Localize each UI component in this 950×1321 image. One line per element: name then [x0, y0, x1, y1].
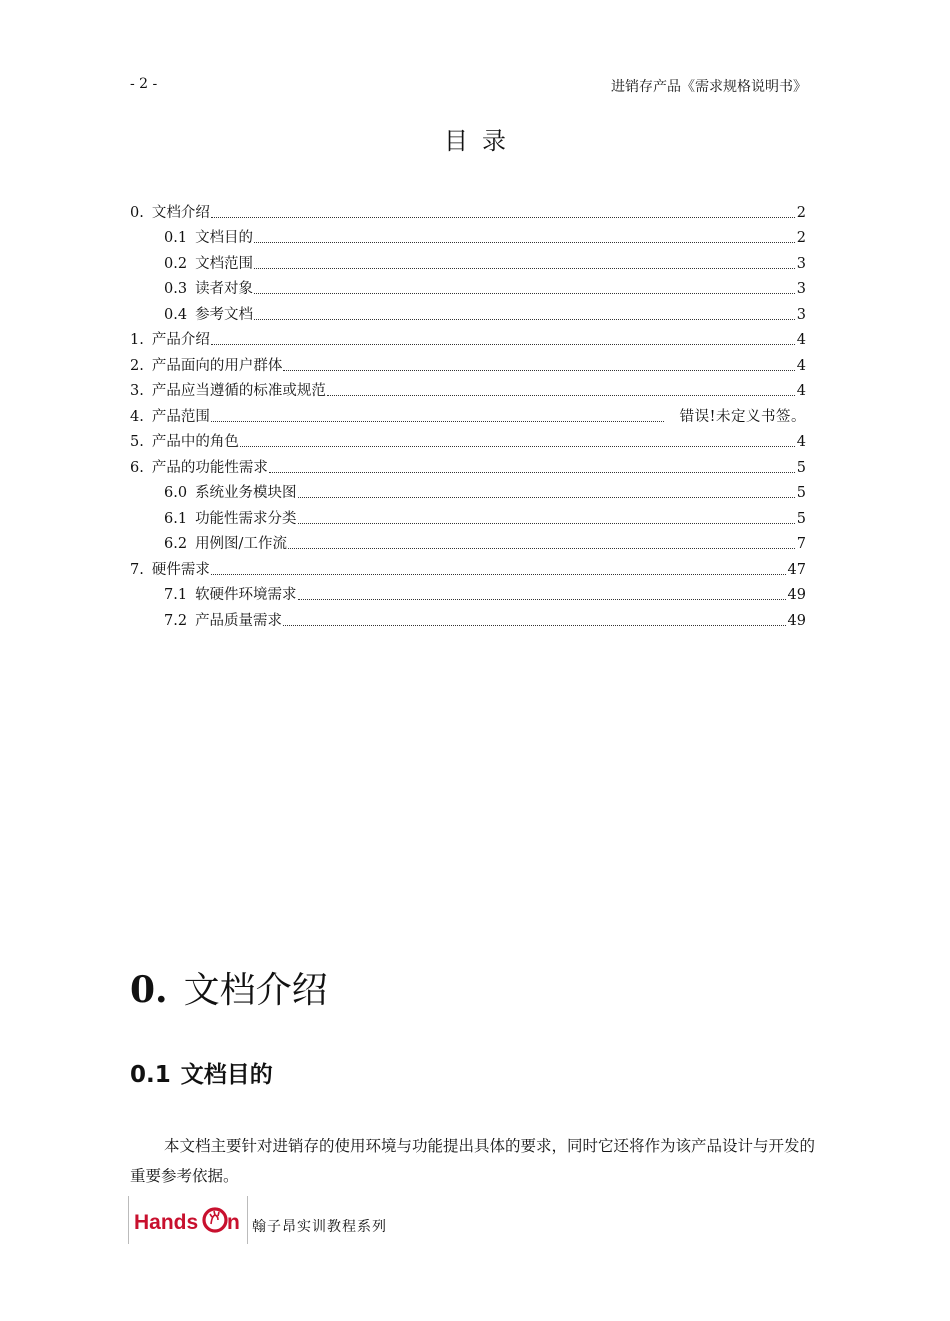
toc-entry-page: 3	[796, 281, 806, 297]
toc-entry-number: 6.1	[164, 510, 188, 527]
toc-entry[interactable]	[130, 248, 806, 274]
toc-leader-dots	[327, 394, 795, 396]
toc-entry-title: 用例图/工作流	[195, 536, 287, 552]
toc-entry[interactable]	[130, 452, 806, 478]
toc-entry[interactable]	[130, 529, 806, 555]
toc-entry-title: 软硬件环境需求	[195, 587, 297, 603]
toc-leader-dots	[269, 471, 795, 473]
toc-entry[interactable]	[130, 427, 806, 453]
handson-logo-image	[132, 1202, 246, 1238]
toc-entry-title: 系统业务模块图	[195, 485, 297, 501]
toc-entry-number: 6.	[130, 459, 144, 476]
body-paragraph: 本文档主要针对进销存的使用环境与功能提出具体的要求，同时它还将作为该产品设计与开发的重要参考依据。	[130, 1137, 816, 1185]
toc-leader-dots	[283, 624, 785, 626]
toc-entry[interactable]	[130, 503, 806, 529]
toc-entry-number: 0.4	[164, 306, 188, 323]
toc-leader-dots	[254, 292, 795, 294]
subsection-number: 0.1	[130, 1062, 171, 1088]
toc-entry[interactable]	[130, 605, 806, 631]
toc-entry-page: 3	[796, 255, 806, 272]
section-title: 文档介绍	[183, 970, 328, 1011]
toc-leader-dots	[298, 598, 786, 600]
toc-leader-dots	[240, 445, 795, 447]
toc-entry-title: 产品范围	[151, 408, 210, 425]
toc-entry-number: 6.2	[164, 536, 188, 552]
subsection-heading	[130, 1059, 273, 1091]
logo-hands-text: Hands	[134, 1211, 199, 1234]
toc-entry-number: 0.1	[164, 230, 188, 246]
toc-entry-page: 49	[787, 612, 806, 629]
toc-leader-dots	[211, 420, 664, 422]
section-heading	[130, 966, 328, 1015]
toc-leader-dots	[288, 547, 795, 549]
toc-entry-number: 7.	[130, 561, 144, 578]
toc-entry-title: 产品的功能性需求	[151, 459, 268, 476]
toc-entry[interactable]	[130, 478, 806, 504]
toc-entry-number: 3.	[130, 383, 144, 399]
toc-entry-title: 文档目的	[195, 230, 254, 246]
toc-entry[interactable]	[130, 325, 806, 351]
toc-entry-number: 2.	[130, 357, 144, 374]
hand-icon	[210, 1211, 219, 1224]
toc-leader-dots	[211, 216, 795, 218]
toc-entry-number: 6.0	[164, 485, 188, 501]
toc-entry-page: 4	[796, 383, 806, 399]
toc-entry[interactable]	[130, 554, 806, 580]
toc-entry-number: 0.	[130, 204, 144, 221]
toc-leader-dots	[283, 369, 794, 371]
toc-leader-dots	[211, 573, 786, 575]
page-footer	[128, 1196, 387, 1244]
running-header-title: 进销存产品《需求规格说明书》	[611, 79, 807, 95]
toc-entry-title: 产品介绍	[151, 332, 210, 348]
handson-logo	[128, 1196, 248, 1244]
toc-entry-number: 1.	[130, 332, 144, 348]
toc-entry[interactable]	[130, 223, 806, 249]
toc-entry-title: 产品面向的用户群体	[151, 357, 283, 374]
toc-entry-number: 4.	[130, 408, 144, 425]
toc-entry-title: 文档范围	[195, 255, 254, 272]
toc-leader-dots	[254, 267, 795, 269]
toc-entry-page: 4	[796, 434, 806, 450]
toc-entry-page: 7	[796, 536, 806, 552]
toc-entry-number: 7.2	[164, 612, 188, 629]
toc-entry-title: 功能性需求分类	[195, 510, 297, 527]
subsection-title: 文档目的	[180, 1062, 273, 1088]
toc-entry[interactable]	[130, 401, 806, 427]
toc-entry-number: 5.	[130, 434, 144, 450]
toc-entry-page: 5	[796, 485, 806, 501]
toc-entry-number: 0.2	[164, 255, 188, 272]
toc-entry[interactable]	[130, 299, 806, 325]
toc-entry-title: 文档介绍	[151, 204, 210, 221]
toc-entry[interactable]	[130, 376, 806, 402]
toc-entry-page: 5	[796, 459, 806, 476]
toc-entry-page: 3	[796, 306, 806, 323]
toc-leader-dots	[211, 343, 795, 345]
toc-title: 目录	[444, 127, 520, 155]
toc-entry-page: 4	[796, 332, 806, 348]
toc-entry[interactable]	[130, 350, 806, 376]
section-number: 0.	[130, 969, 168, 1011]
page-number: - 2 -	[130, 76, 158, 92]
toc-entry-page: 错误!未定义书签。	[679, 408, 806, 425]
logo-n-text: n	[227, 1211, 240, 1234]
toc-entry-page: 5	[796, 510, 806, 527]
toc-entry[interactable]	[130, 197, 806, 223]
toc-entry-title: 参考文档	[195, 306, 254, 323]
toc-entry[interactable]	[130, 580, 806, 606]
toc-entry-page: 4	[796, 357, 806, 374]
toc-entry-number: 0.3	[164, 281, 188, 297]
toc-entry-page: 49	[787, 587, 806, 603]
toc-entry-page: 2	[796, 230, 806, 246]
toc-entry[interactable]	[130, 274, 806, 300]
table-of-contents	[130, 197, 806, 631]
toc-entry-page: 47	[787, 561, 806, 578]
toc-entry-title: 产品应当遵循的标准或规范	[151, 383, 326, 399]
toc-leader-dots	[254, 241, 795, 243]
toc-entry-title: 产品中的角色	[151, 434, 239, 450]
toc-entry-title: 读者对象	[195, 281, 254, 297]
toc-entry-title: 硬件需求	[151, 561, 210, 578]
toc-leader-dots	[254, 318, 795, 320]
toc-entry-title: 产品质量需求	[195, 612, 283, 629]
footer-series-text: 翰子昂实训教程系列	[252, 1219, 387, 1235]
toc-leader-dots	[298, 496, 795, 498]
toc-entry-page: 2	[796, 204, 806, 221]
toc-leader-dots	[298, 522, 795, 524]
toc-entry-number: 7.1	[164, 587, 188, 603]
